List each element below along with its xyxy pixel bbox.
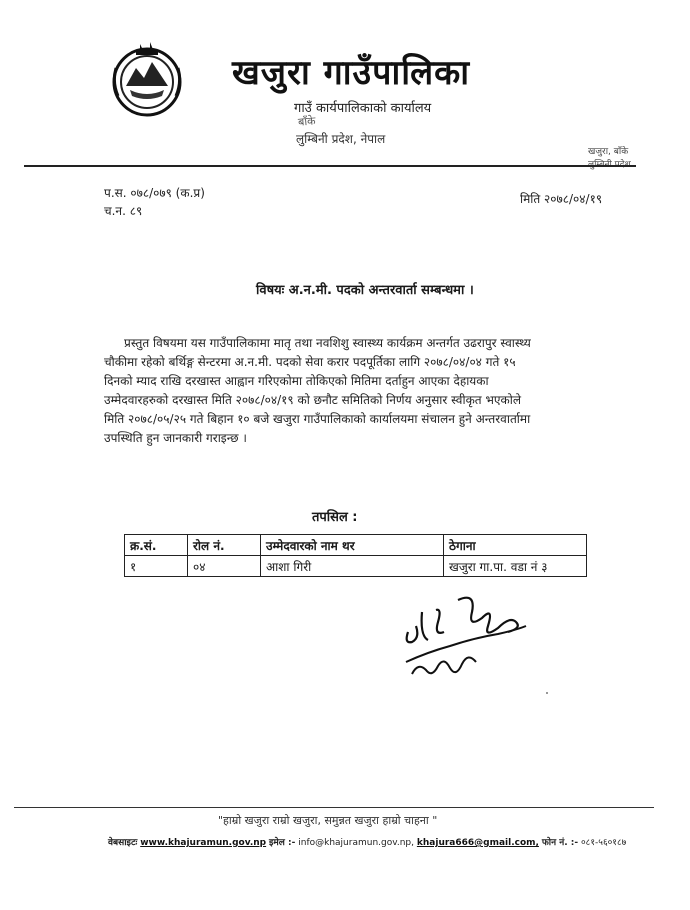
body-line: उपस्थिति हुन जानकारी गराइन्छ । [104,431,247,445]
office-address: बाँके [297,114,317,129]
phone-label: फोन नं. :- [541,838,579,848]
column-header-sn: क्र.सं. [125,535,188,556]
column-header-name: उम्मेदवारको नाम थर [261,535,444,556]
cell-roll: ०४ [188,556,261,577]
body-line: मिति २०७८/०५/२५ गते बिहान १० बजे खजुरा गाउँपालिकाको कार्यालयमा संचालन हुने अन्तरवार्तामा [104,412,531,426]
reference-block [104,184,205,220]
cell-address: खजुरा गा.पा. वडा नं ३ [444,556,587,577]
patra-sankhya: प.स. ०७८/०७९ (क.प्र) [104,186,205,200]
candidate-table [124,534,587,577]
footer-contact [108,835,626,848]
stamp-line: खजुरा, बाँके [588,147,629,157]
column-header-roll: रोल नं. [188,535,261,556]
body-line: चौकीमा रहेको बर्थिङ्ग सेन्टरमा अ.न.मी. पदको सेवा करार पदपूर्तिका लागि २०७८/०४/०४ गते १५ [104,355,516,369]
website-label: वेबसाइटः [108,838,138,848]
table-row [125,556,587,577]
body-line: दिनको म्याद राखि दरखास्त आह्वान गरिएकोमा तोकिएको मितिमा दर्ताहुन आएका देहायका [104,374,489,388]
cell-name: आशा गिरी [261,556,444,577]
letter-date: मिति २०७८/०४/१९ [520,192,603,206]
footer-divider [14,807,654,808]
email-label: इमेल :- [269,838,296,848]
cell-sn: १ [125,556,188,577]
email-link[interactable]: khajura666@gmail.com, [416,838,539,848]
phone-number: ०८१-५६०१८७ [580,838,627,848]
chalani-number: च.न. ८९ [104,204,143,218]
speck [546,692,548,694]
footer-slogan: "हाम्रो खजुरा राम्रो खजुरा, समुन्नत खजुरा हाम्रो चाहना " [218,814,438,827]
body-line: प्रस्तुत विषयमा यस गाउँपालिकामा मातृ तथा नवशिशु स्वास्थ्य कार्यक्रम अन्तर्गत उढरापुर स्वास्थ्य [124,336,531,350]
org-title: खजुरा गाउँपालिका [232,53,471,93]
office-province: लुम्बिनी प्रदेश, नेपाल [296,132,386,146]
letterhead-stamp [588,146,631,172]
header-divider [24,165,636,167]
body-line: उम्मेदवारहरुको दरखास्त मिति २०७८/०४/१९ को छनौट समितिको निर्णय अनुसार स्वीकृत भएकोले [104,393,521,407]
email-link[interactable]: info@khajuramun.gov.np, [298,838,415,848]
office-name: गाउँ कार्यपालिकाको कार्यालय [294,101,432,116]
annex-title: तपसिल : [312,510,358,525]
stamp-line: लुम्बिनी प्रदेश [588,160,631,170]
letter-body [104,334,638,448]
website-link[interactable]: www.khajuramun.gov.np [140,838,267,848]
table-header-row [125,535,587,556]
nepal-emblem-icon [106,38,188,118]
column-header-address: ठेगाना [444,535,587,556]
subject-line: विषयः अ.न.मी. पदको अन्तरवार्ता सम्बन्धमा । [256,283,474,298]
signature-image [398,592,538,688]
